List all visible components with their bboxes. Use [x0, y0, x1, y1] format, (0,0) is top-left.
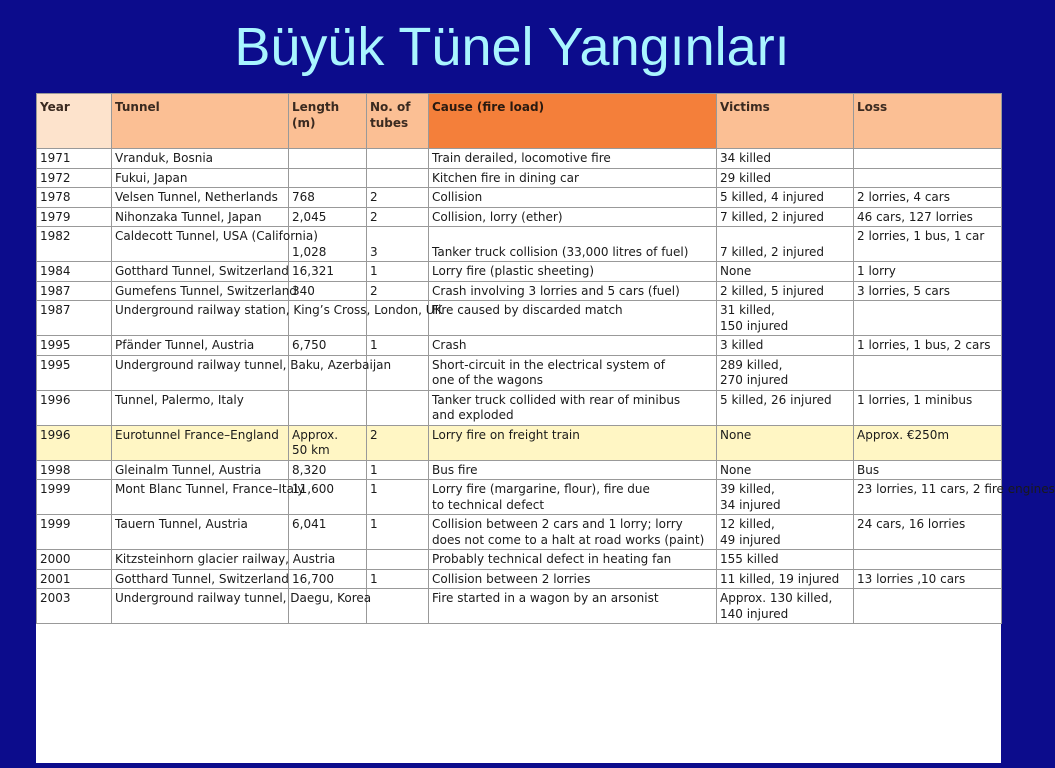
table-row — [37, 168, 1002, 188]
cell-cause: Fire started in a wagon by an arsonist — [429, 589, 717, 624]
cell-victims: 3 killed — [717, 336, 854, 356]
cell-cause: Collision, lorry (ether) — [429, 207, 717, 227]
cell-tunnel: Gumefens Tunnel, Switzerland — [112, 281, 289, 301]
cell-cause: Lorry fire (plastic sheeting) — [429, 262, 717, 282]
cell-cause: Lorry fire (margarine, flour), fire due to technical defect — [429, 480, 717, 515]
cell-tubes: 1 — [367, 569, 429, 589]
cell-length: 8,320 — [289, 460, 367, 480]
cell-tunnel: Underground railway tunnel, Baku, Azerbaijan — [112, 355, 289, 390]
cell-victims: 2 killed, 5 injured — [717, 281, 854, 301]
cell-tunnel: Velsen Tunnel, Netherlands — [112, 188, 289, 208]
cell-cause: Bus fire — [429, 460, 717, 480]
table-row — [37, 550, 1002, 570]
cell-loss: 2 lorries, 4 cars — [854, 188, 1002, 208]
table-row — [37, 281, 1002, 301]
cell-victims: Approx. 130 killed, 140 injured — [717, 589, 854, 624]
cell-year: 1999 — [37, 515, 112, 550]
slide-title: Büyük Tünel Yangınları — [234, 17, 790, 77]
cell-year: 1984 — [37, 262, 112, 282]
cell-cause: Collision — [429, 188, 717, 208]
table-row — [37, 460, 1002, 480]
cell-year: 2000 — [37, 550, 112, 570]
cell-victims: 29 killed — [717, 168, 854, 188]
cell-victims: None — [717, 460, 854, 480]
cell-tubes: 2 — [367, 188, 429, 208]
cell-length: 16,700 — [289, 569, 367, 589]
cell-loss: Approx. €250m — [854, 425, 1002, 460]
cell-tunnel: Pfänder Tunnel, Austria — [112, 336, 289, 356]
cell-tubes: 2 — [367, 281, 429, 301]
cell-tubes: 1 — [367, 262, 429, 282]
cell-loss — [854, 589, 1002, 624]
cell-year: 1978 — [37, 188, 112, 208]
cell-tunnel: Mont Blanc Tunnel, France–Italy — [112, 480, 289, 515]
cell-victims: 155 killed — [717, 550, 854, 570]
cell-cause: Train derailed, locomotive fire — [429, 149, 717, 169]
cell-year: 1979 — [37, 207, 112, 227]
cell-year: 2003 — [37, 589, 112, 624]
cell-year: 1995 — [37, 336, 112, 356]
cell-length: 11,600 — [289, 480, 367, 515]
table-row — [37, 149, 1002, 169]
cell-year: 1982 — [37, 227, 112, 262]
table-row — [37, 227, 1002, 262]
cell-cause: Collision between 2 cars and 1 lorry; lorry does not come to a halt at road works (paint) — [429, 515, 717, 550]
cell-tunnel: Fukui, Japan — [112, 168, 289, 188]
cell-victims: 11 killed, 19 injured — [717, 569, 854, 589]
cell-length — [289, 149, 367, 169]
cell-cause: Lorry fire on freight train — [429, 425, 717, 460]
header-cause: Cause (fire load) — [429, 94, 717, 149]
cell-cause: Probably technical defect in heating fan — [429, 550, 717, 570]
cell-year: 1999 — [37, 480, 112, 515]
cell-length: 768 — [289, 188, 367, 208]
cell-victims: None — [717, 425, 854, 460]
cell-cause: Tanker truck collided with rear of minibus and exploded — [429, 390, 717, 425]
cell-year: 1971 — [37, 149, 112, 169]
cell-victims: 5 killed, 26 injured — [717, 390, 854, 425]
cell-tubes: 1 — [367, 515, 429, 550]
cell-tunnel: Underground railway tunnel, Daegu, Korea — [112, 589, 289, 624]
cell-tubes: 1 — [367, 336, 429, 356]
cell-cause: Short-circuit in the electrical system of one of the wagons — [429, 355, 717, 390]
cell-length: 340 — [289, 281, 367, 301]
cell-victims: 31 killed, 150 injured — [717, 301, 854, 336]
cell-tunnel: Gotthard Tunnel, Switzerland — [112, 262, 289, 282]
cell-loss — [854, 149, 1002, 169]
table-row — [37, 336, 1002, 356]
header-length: Length (m) — [289, 94, 367, 149]
table-row — [37, 262, 1002, 282]
table-row — [37, 188, 1002, 208]
cell-cause: Crash involving 3 lorries and 5 cars (fuel) — [429, 281, 717, 301]
cell-tubes: 2 — [367, 207, 429, 227]
cell-year: 1987 — [37, 301, 112, 336]
cell-tunnel: Gleinalm Tunnel, Austria — [112, 460, 289, 480]
fire-table-image — [36, 93, 1055, 763]
cell-loss: Bus — [854, 460, 1002, 480]
cell-tubes: 1 — [367, 480, 429, 515]
cell-tunnel: Kitzsteinhorn glacier railway, Austria — [112, 550, 289, 570]
cell-victims: 7 killed, 2 injured — [717, 227, 854, 262]
cell-tubes: 1 — [367, 460, 429, 480]
cell-year: 1987 — [37, 281, 112, 301]
table-row — [37, 301, 1002, 336]
cell-victims: None — [717, 262, 854, 282]
cell-cause: Fire caused by discarded match — [429, 301, 717, 336]
cell-loss: 24 cars, 16 lorries — [854, 515, 1002, 550]
table-body — [37, 149, 1055, 624]
cell-victims: 34 killed — [717, 149, 854, 169]
header-year: Year — [37, 94, 112, 149]
table-row — [37, 569, 1002, 589]
cell-cause: Tanker truck collision (33,000 litres of fuel) — [429, 227, 717, 262]
cell-loss: 2 lorries, 1 bus, 1 car — [854, 227, 1002, 262]
cell-loss: 3 lorries, 5 cars — [854, 281, 1002, 301]
cell-tubes — [367, 149, 429, 169]
header-tubes: No. of tubes — [367, 94, 429, 149]
cell-tubes: 3 — [367, 227, 429, 262]
cell-victims: 289 killed, 270 injured — [717, 355, 854, 390]
cell-length: 16,321 — [289, 262, 367, 282]
cell-loss — [854, 301, 1002, 336]
cell-cause: Kitchen fire in dining car — [429, 168, 717, 188]
header-tunnel: Tunnel — [112, 94, 289, 149]
cell-length — [289, 390, 367, 425]
cell-loss — [854, 168, 1002, 188]
cell-tunnel: Tauern Tunnel, Austria — [112, 515, 289, 550]
cell-year: 1998 — [37, 460, 112, 480]
table-row — [37, 589, 1002, 624]
cell-loss: 23 lorries, 11 cars, 2 fire engines — [854, 480, 1002, 515]
cell-length: 6,750 — [289, 336, 367, 356]
cell-length: 6,041 — [289, 515, 367, 550]
cell-loss — [854, 550, 1002, 570]
cell-tunnel: Tunnel, Palermo, Italy — [112, 390, 289, 425]
table-row — [37, 480, 1002, 515]
cell-tunnel: Gotthard Tunnel, Switzerland — [112, 569, 289, 589]
cell-year: 1996 — [37, 425, 112, 460]
table-row — [37, 425, 1002, 460]
cell-cause: Collision between 2 lorries — [429, 569, 717, 589]
cell-tunnel: Vranduk, Bosnia — [112, 149, 289, 169]
cell-length — [289, 168, 367, 188]
cell-loss: 13 lorries ,10 cars — [854, 569, 1002, 589]
tunnel-fire-table — [36, 93, 1055, 624]
cell-tunnel: Caldecott Tunnel, USA (California) — [112, 227, 289, 262]
cell-loss: 1 lorries, 1 minibus — [854, 390, 1002, 425]
cell-tubes — [367, 550, 429, 570]
cell-tunnel: Nihonzaka Tunnel, Japan — [112, 207, 289, 227]
cell-length: 1,028 — [289, 227, 367, 262]
header-loss: Loss — [854, 94, 1002, 149]
cell-loss: 46 cars, 127 lorries — [854, 207, 1002, 227]
cell-year: 1995 — [37, 355, 112, 390]
table-header-row — [37, 94, 1002, 149]
cell-victims: 39 killed, 34 injured — [717, 480, 854, 515]
cell-cause: Crash — [429, 336, 717, 356]
cell-tubes — [367, 589, 429, 624]
header-victims: Victims — [717, 94, 854, 149]
table-row — [37, 515, 1002, 550]
table-row — [37, 207, 1002, 227]
cell-tubes — [367, 168, 429, 188]
cell-loss — [854, 355, 1002, 390]
cell-length: Approx. 50 km — [289, 425, 367, 460]
cell-length: 2,045 — [289, 207, 367, 227]
cell-victims: 5 killed, 4 injured — [717, 188, 854, 208]
cell-loss: 1 lorry — [854, 262, 1002, 282]
cell-year: 1996 — [37, 390, 112, 425]
cell-tunnel: Underground railway station, King’s Cross, London, UK — [112, 301, 289, 336]
table-row — [37, 390, 1002, 425]
cell-tunnel: Eurotunnel France–England — [112, 425, 289, 460]
cell-victims: 7 killed, 2 injured — [717, 207, 854, 227]
cell-loss: 1 lorries, 1 bus, 2 cars — [854, 336, 1002, 356]
cell-victims: 12 killed, 49 injured — [717, 515, 854, 550]
cell-year: 1972 — [37, 168, 112, 188]
cell-tubes — [367, 390, 429, 425]
table-row — [37, 355, 1002, 390]
cell-tubes: 2 — [367, 425, 429, 460]
cell-year: 2001 — [37, 569, 112, 589]
